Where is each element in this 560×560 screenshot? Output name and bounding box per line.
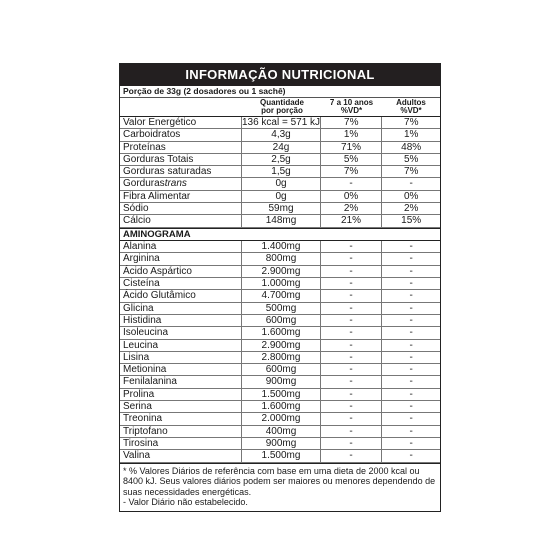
adults-daily-value: - [409, 388, 413, 400]
nutrient-name: Gorduras trans [120, 178, 242, 189]
nutrient-quantity: 600mg [242, 315, 321, 326]
nutrient-quantity: 4.700mg [242, 290, 321, 301]
kids-daily-value: - [321, 315, 383, 326]
adults-daily-value: - [409, 253, 413, 265]
nutrient-name: Carboidratos [120, 129, 242, 140]
kids-daily-value: - [321, 413, 383, 424]
nutrient-name: Fenilalanina [120, 376, 242, 387]
kids-daily-value: - [321, 352, 383, 363]
kids-daily-value: - [321, 178, 383, 189]
adults-daily-value: - [409, 437, 413, 449]
kids-daily-value: - [321, 340, 383, 351]
table-row [120, 303, 440, 315]
nutrient-quantity: 1.600mg [242, 401, 321, 412]
table-row [120, 278, 440, 290]
column-headers [120, 98, 440, 117]
nutrient-quantity: 148mg [242, 215, 321, 226]
kids-daily-value: - [321, 376, 383, 387]
nutrient-quantity: 1.400mg [242, 241, 321, 252]
nutrient-quantity: 2.800mg [242, 352, 321, 363]
table-row [120, 166, 440, 178]
nutrient-name: Treonina [120, 413, 242, 424]
adults-daily-value: - [409, 302, 413, 314]
kids-daily-value: - [321, 438, 383, 449]
nutrient-name: Serina [120, 401, 242, 412]
table-row [120, 401, 440, 413]
adults-daily-value: - [409, 327, 413, 339]
adults-daily-value: - [409, 241, 413, 253]
nutrient-name: Valor Energético [120, 117, 242, 128]
nutrient-name: Cálcio [120, 215, 242, 226]
nutrient-name: Triptofano [120, 426, 242, 437]
nutrient-name: Tirosina [120, 438, 242, 449]
nutrient-name: Cisteína [120, 278, 242, 289]
nutrient-quantity: 0g [242, 191, 321, 202]
nutrient-quantity: 1.500mg [242, 389, 321, 400]
nutrient-name: Ácido Glutâmico [120, 290, 242, 301]
header-quantity: Quantidade por porção [259, 98, 304, 115]
adults-daily-value: 7% [404, 117, 419, 128]
nutrient-name: Alanina [120, 241, 242, 252]
adults-daily-value: - [409, 425, 413, 437]
nutrient-quantity: 0g [242, 178, 321, 189]
nutrient-name: Valina [120, 450, 242, 461]
kids-daily-value: - [321, 253, 383, 264]
table-row [120, 117, 440, 129]
nutrient-quantity: 1.000mg [242, 278, 321, 289]
table-row [120, 352, 440, 364]
table-row [120, 203, 440, 215]
adults-daily-value: - [409, 376, 413, 388]
table-row [120, 191, 440, 203]
nutrient-quantity: 2,5g [242, 154, 321, 165]
adults-daily-value: - [409, 401, 413, 413]
nutrient-name: Isoleucina [120, 327, 242, 338]
adults-daily-value: - [409, 339, 413, 351]
nutrient-name: Glicina [120, 303, 242, 314]
nutrient-quantity: 1.500mg [242, 450, 321, 461]
adults-daily-value: - [409, 450, 413, 462]
header-kids-dv: 7 a 10 anos %VD* [329, 98, 374, 115]
kids-daily-value: 1% [321, 129, 383, 140]
kids-daily-value: 0% [321, 191, 383, 202]
kids-daily-value: 21% [321, 215, 383, 226]
nutrient-quantity: 800mg [242, 253, 321, 264]
table-row [120, 129, 440, 141]
table-row [120, 364, 440, 376]
table-row [120, 154, 440, 166]
adults-daily-value: 1% [403, 129, 419, 141]
portion-size: Porção de 33g (2 dosadores ou 1 sachê) [120, 86, 440, 98]
kids-daily-value: 7% [321, 166, 383, 177]
adults-daily-value: - [409, 413, 413, 425]
nutrient-name: Leucina [120, 340, 242, 351]
nutrient-name: Prolina [120, 389, 242, 400]
nutrient-name: Sódio [120, 203, 242, 214]
nutrient-name: Metionina [120, 364, 242, 375]
nutrient-quantity: 2.900mg [242, 340, 321, 351]
nutrient-quantity: 400mg [242, 426, 321, 437]
kids-daily-value: - [321, 364, 383, 375]
aminogram-table [120, 241, 440, 462]
kids-daily-value: - [321, 290, 383, 301]
nutrient-quantity: 59mg [242, 203, 321, 214]
nutrient-quantity: 600mg [242, 364, 321, 375]
nutrition-facts-label [119, 63, 441, 512]
nutrient-quantity: 500mg [242, 303, 321, 314]
nutrient-name: Arginina [120, 253, 242, 264]
table-row [120, 340, 440, 352]
table-row [120, 413, 440, 425]
footnote-reference: * % Valores Diários de referência com base em uma dieta de 2000 kcal ou 8400 kJ. Seus valores diários podem ser maiores ou menores dependendo de suas necessidades energéticas. [123, 465, 436, 497]
adults-daily-value: - [409, 290, 413, 302]
table-row [120, 327, 440, 339]
nutrient-name: Gorduras saturadas [120, 166, 242, 177]
nutrient-name: Lisina [120, 352, 242, 363]
table-row [120, 450, 440, 462]
kids-daily-value: - [321, 278, 383, 289]
table-row [120, 426, 440, 438]
adults-daily-value: 0% [403, 190, 419, 202]
table-row [120, 438, 440, 450]
kids-daily-value: - [321, 303, 383, 314]
kids-daily-value: - [321, 426, 383, 437]
footnote-not-established: - Valor Diário não estabelecido. [123, 497, 248, 508]
adults-daily-value: - [409, 314, 413, 326]
table-row [120, 315, 440, 327]
table-row [120, 266, 440, 278]
nutrient-quantity: 900mg [242, 438, 321, 449]
nutrient-quantity: 136 kcal = 571 kJ [241, 117, 321, 128]
table-row [120, 241, 440, 253]
nutrient-name: Ácido Aspártico [120, 266, 242, 277]
label-title: INFORMAÇÃO NUTRICIONAL [120, 64, 440, 86]
kids-daily-value: - [321, 266, 383, 277]
adults-daily-value: - [409, 364, 413, 376]
kids-daily-value: - [321, 327, 383, 338]
kids-daily-value: - [321, 389, 383, 400]
nutrient-quantity: 900mg [242, 376, 321, 387]
kids-daily-value: 71% [321, 142, 383, 153]
kids-daily-value: - [321, 241, 383, 252]
nutrient-quantity: 2.000mg [242, 413, 321, 424]
nutrient-quantity: 1,5g [242, 166, 321, 177]
adults-daily-value: 48% [401, 141, 422, 153]
table-row [120, 215, 440, 227]
nutrient-name: Histidina [120, 315, 242, 326]
table-row [120, 253, 440, 265]
header-nutrient [120, 98, 243, 116]
footnotes [120, 463, 440, 511]
table-row [120, 142, 440, 154]
nutrient-table [120, 117, 440, 228]
table-row [120, 178, 440, 190]
adults-daily-value: - [409, 278, 413, 290]
kids-daily-value: - [321, 401, 383, 412]
adults-daily-value: - [409, 265, 413, 277]
adults-daily-value: 7% [403, 166, 419, 178]
nutrient-quantity: 4,3g [242, 129, 321, 140]
adults-daily-value: 5% [403, 153, 419, 165]
nutrient-quantity: 1.600mg [242, 327, 321, 338]
nutrient-name: Gorduras Totais [120, 154, 242, 165]
aminogram-title: AMINOGRAMA [120, 228, 440, 242]
adults-daily-value: - [409, 351, 413, 363]
kids-daily-value: - [321, 450, 383, 461]
adults-daily-value: 15% [401, 215, 422, 227]
adults-daily-value: 2% [403, 203, 419, 215]
adults-daily-value: - [409, 178, 413, 190]
nutrient-quantity: 24g [242, 142, 321, 153]
kids-daily-value: 7% [321, 117, 382, 128]
table-row [120, 376, 440, 388]
header-adults-dv: Adultos %VD* [396, 98, 426, 115]
table-row [120, 389, 440, 401]
nutrient-name: Fibra Alimentar [120, 191, 242, 202]
kids-daily-value: 2% [321, 203, 383, 214]
table-row [120, 290, 440, 302]
kids-daily-value: 5% [321, 154, 383, 165]
nutrient-name: Proteínas [120, 142, 242, 153]
nutrient-quantity: 2.900mg [242, 266, 321, 277]
